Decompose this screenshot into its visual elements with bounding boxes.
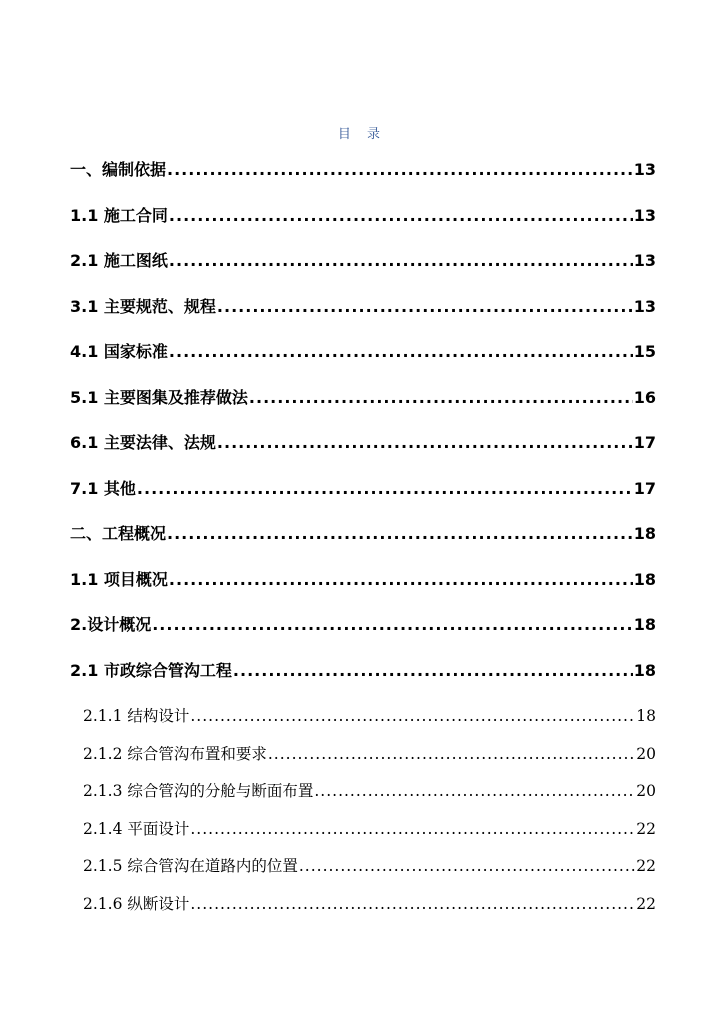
dot-leader — [299, 850, 635, 882]
toc-entry[interactable] — [70, 473, 656, 519]
dot-leader — [169, 200, 633, 232]
toc-entry-page: 18 — [633, 524, 656, 543]
toc-entry-page: 13 — [633, 160, 656, 179]
toc-entry-page: 13 — [633, 251, 656, 270]
toc-entry-page: 13 — [633, 296, 656, 316]
toc-entry-label: 一、编制依据 — [70, 160, 167, 179]
toc-entry[interactable] — [70, 291, 656, 337]
dot-leader — [190, 700, 635, 732]
toc-entry-page: 15 — [633, 342, 656, 361]
toc-entry-page: 17 — [633, 478, 656, 498]
toc-subentry[interactable] — [70, 700, 656, 738]
toc-entry-page: 22 — [636, 819, 656, 838]
toc-entry-page: 20 — [636, 744, 656, 763]
toc-title: 目 录 — [337, 127, 387, 142]
toc-entry-label: 2.1 市政综合管沟工程 — [70, 660, 232, 680]
toc-entry[interactable] — [70, 609, 656, 655]
toc-subentry[interactable] — [70, 888, 656, 926]
dot-leader — [190, 813, 635, 845]
dot-leader — [268, 738, 635, 770]
toc-entry-label: 2.设计概况 — [70, 615, 152, 634]
toc-entry[interactable] — [70, 336, 656, 382]
dot-leader — [217, 427, 633, 459]
toc-entry-page: 22 — [636, 857, 656, 875]
dot-leader — [249, 382, 633, 414]
toc-subentry[interactable] — [70, 775, 656, 813]
dot-leader — [169, 564, 633, 596]
dot-leader — [233, 655, 633, 687]
toc-entry-label: 2.1.2 综合管沟布置和要求 — [83, 744, 267, 763]
toc-entry[interactable] — [70, 564, 656, 610]
dot-leader — [167, 518, 633, 550]
toc-entry-label: 1.1 施工合同 — [70, 205, 168, 225]
toc-entry[interactable] — [70, 655, 656, 701]
dot-leader — [190, 888, 635, 920]
toc-subentry[interactable] — [70, 738, 656, 776]
dot-leader — [137, 473, 633, 505]
dot-leader — [314, 775, 635, 807]
toc-entry-page: 18 — [633, 615, 656, 634]
toc-entry-label: 2.1 施工图纸 — [70, 251, 168, 270]
toc-entry-page: 16 — [633, 387, 656, 407]
toc-entry-label: 7.1 其他 — [70, 478, 136, 498]
toc-entry-page: 20 — [636, 782, 656, 800]
toc-entry[interactable] — [70, 518, 656, 564]
toc-entry[interactable] — [70, 154, 656, 200]
toc-entry[interactable] — [70, 427, 656, 473]
toc-entry-label: 2.1.1 结构设计 — [83, 707, 190, 725]
toc-entry-label: 1.1 项目概况 — [70, 569, 168, 589]
dot-leader — [217, 291, 633, 323]
toc-entry[interactable] — [70, 245, 656, 291]
toc-entry-page: 18 — [633, 569, 656, 589]
toc-entry-label: 2.1.3 综合管沟的分舱与断面布置 — [83, 782, 314, 800]
toc-entry-label: 4.1 国家标准 — [70, 342, 168, 361]
toc-entry-page: 18 — [636, 707, 656, 725]
toc-entry-label: 3.1 主要规范、规程 — [70, 296, 216, 316]
dot-leader — [152, 609, 633, 641]
toc-list — [70, 154, 656, 925]
toc-entry-label: 2.1.5 综合管沟在道路内的位置 — [83, 857, 298, 875]
toc-entry-page: 22 — [636, 894, 656, 913]
toc-entry-label: 2.1.6 纵断设计 — [83, 894, 190, 913]
dot-leader — [169, 245, 633, 277]
toc-entry-label: 6.1 主要法律、法规 — [70, 433, 216, 452]
toc-entry-label: 二、工程概况 — [70, 524, 167, 543]
toc-entry-label: 2.1.4 平面设计 — [83, 819, 190, 838]
toc-entry-page: 17 — [633, 433, 656, 452]
dot-leader — [167, 154, 633, 186]
dot-leader — [169, 336, 633, 368]
toc-entry-page: 18 — [633, 660, 656, 680]
toc-entry[interactable] — [70, 382, 656, 428]
toc-subentry[interactable] — [70, 813, 656, 851]
toc-entry-page: 13 — [633, 205, 656, 225]
toc-entry[interactable] — [70, 200, 656, 246]
toc-subentry[interactable] — [70, 850, 656, 888]
toc-entry-label: 5.1 主要图集及推荐做法 — [70, 387, 248, 407]
